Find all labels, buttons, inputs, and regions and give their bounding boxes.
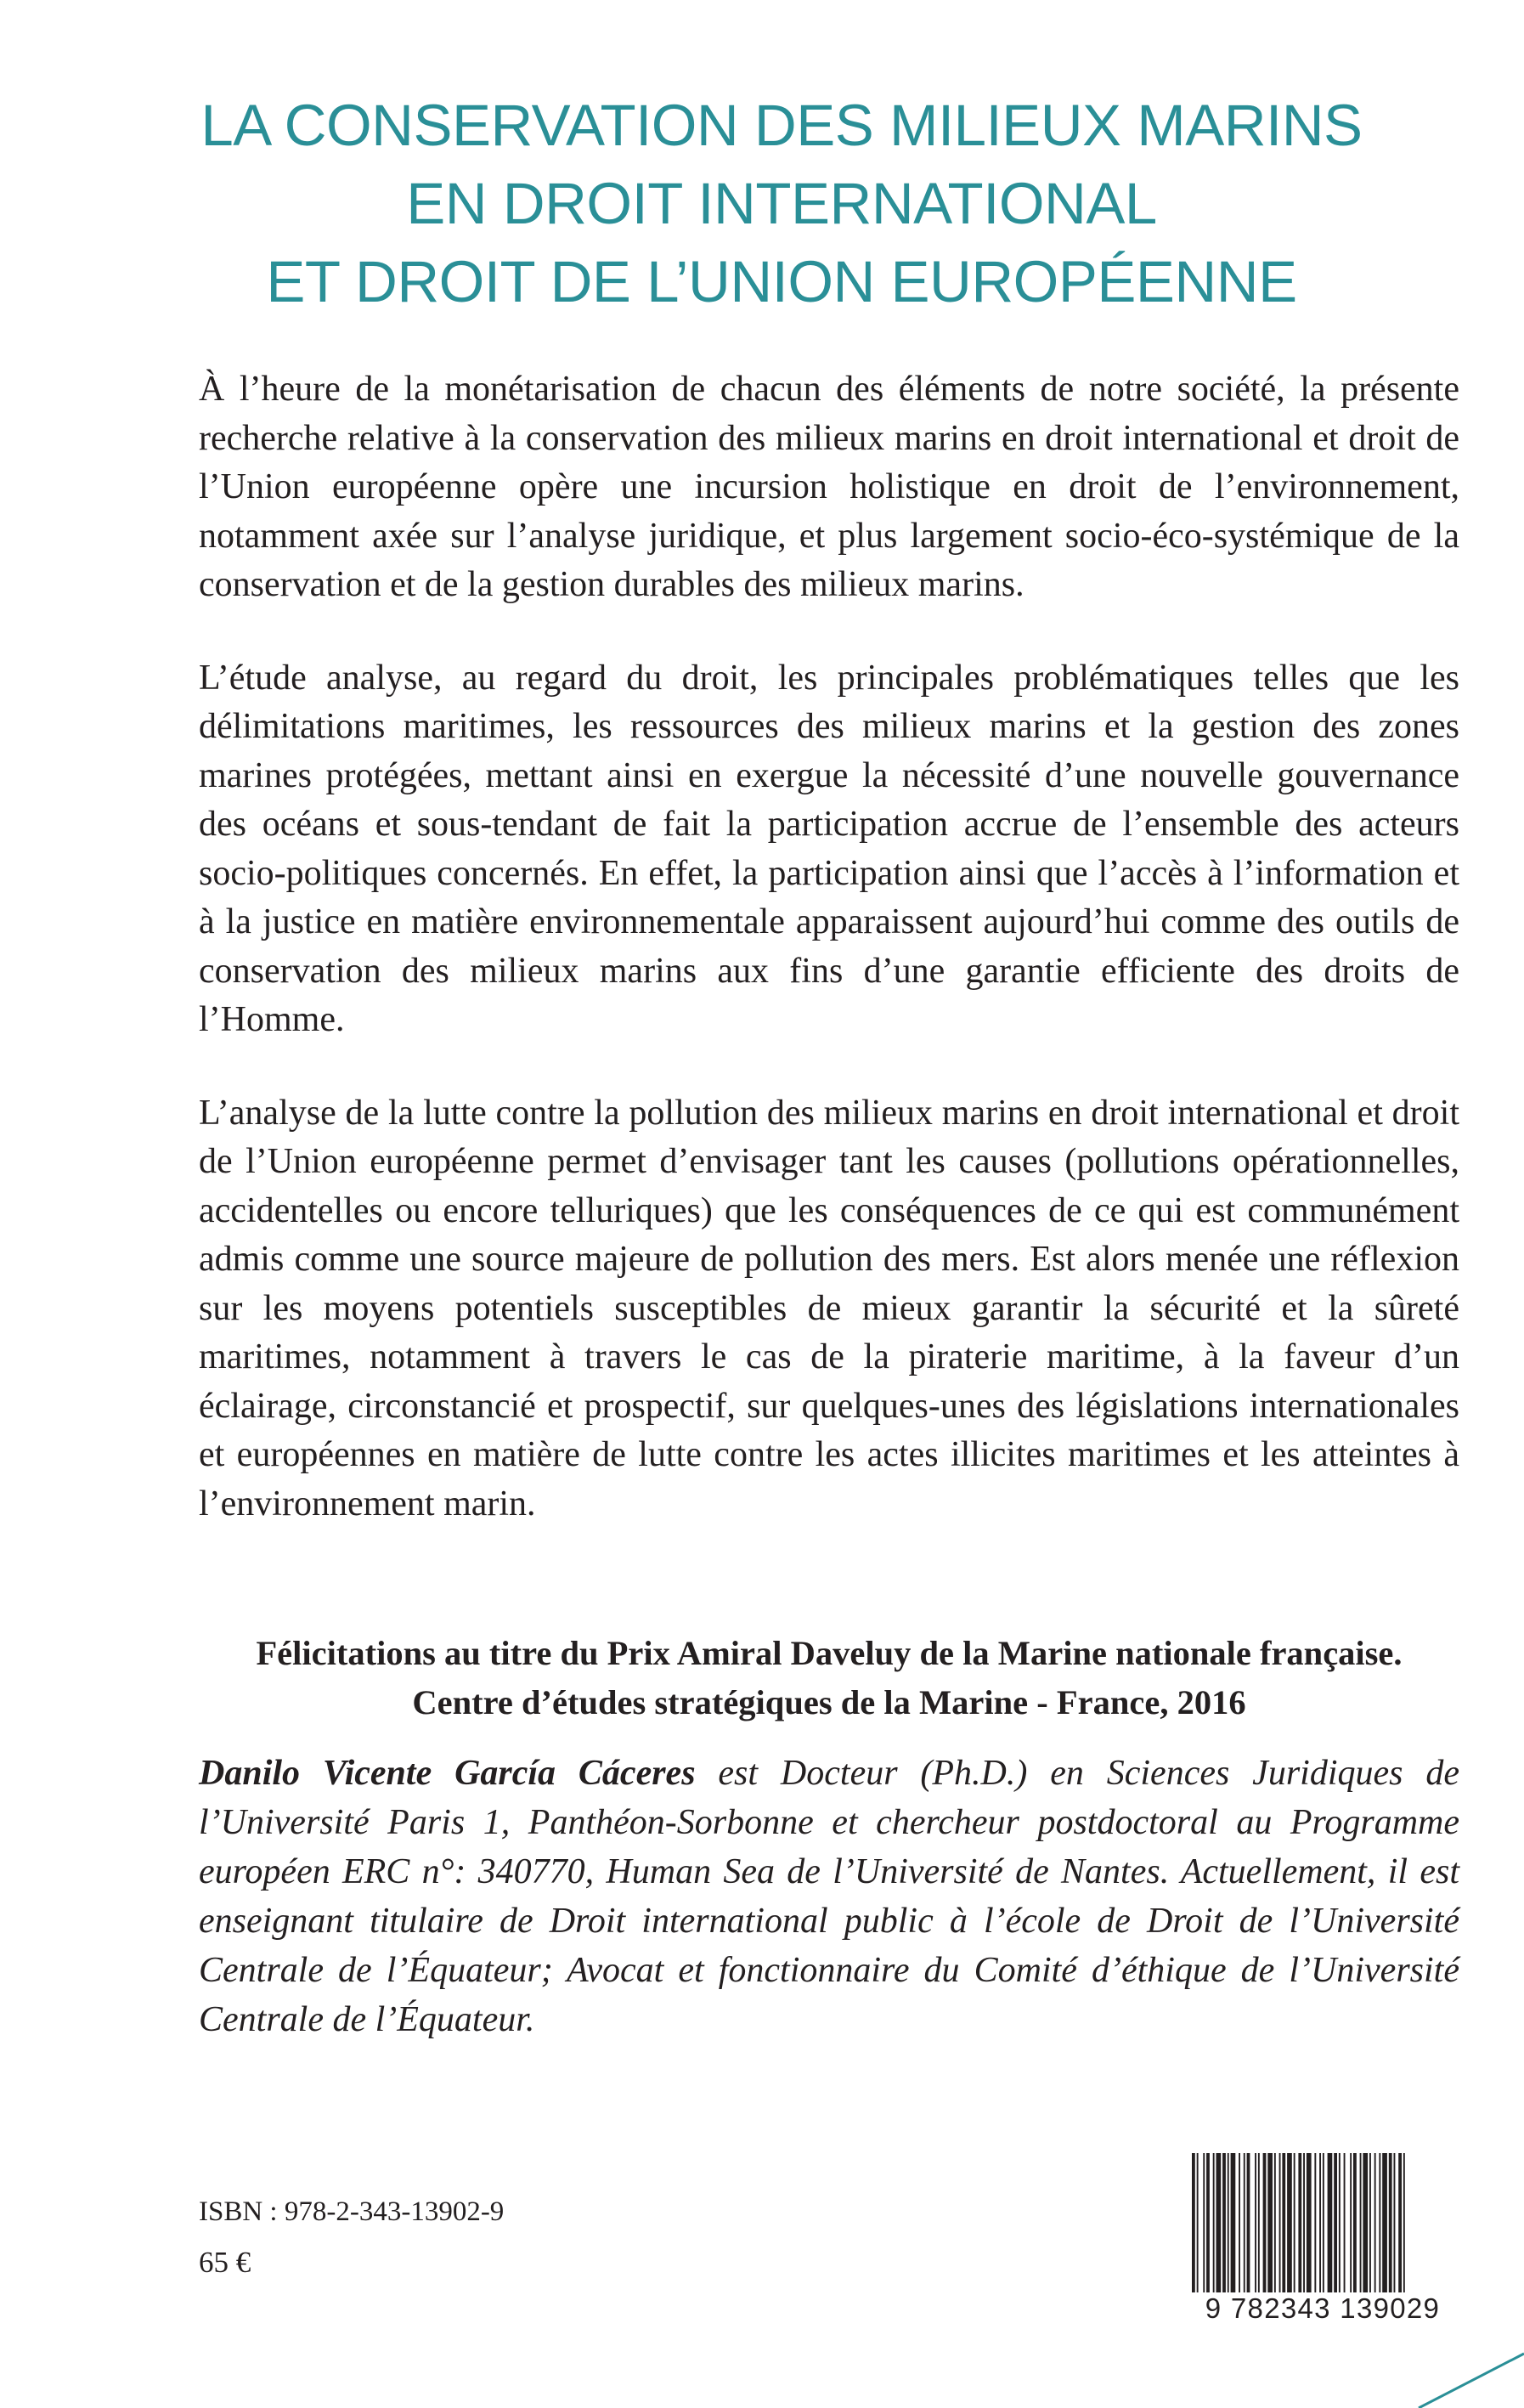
summary-body — [199, 365, 1459, 1573]
award-line-1: Félicitations au titre du Prix Amiral Daveluy de la Marine nationale française. — [256, 1634, 1403, 1672]
title-line-2: EN DROIT INTERNATIONAL — [406, 171, 1157, 236]
award-notice — [199, 1629, 1459, 1727]
summary-paragraph-2: L’étude analyse, au regard du droit, les principales problématiques telles que les délimitations maritimes, les ressources des milieux marins et la gestion des zones marines protégées, mettant ainsi en exergue la nécessité d’une nouvelle gouvernance des océans et sous-tendant de fait la participation accrue de l’ensemble des acteurs socio-politiques concernés. En effet, la participation ainsi que l’accès à l’information et à la justice en matière environnementale apparaissent aujourd’hui comme des outils de conservation des milieux marins aux fins d’une garantie efficiente des droits de l’Homme. — [199, 658, 1459, 1039]
title-line-3: ET DROIT DE L’UNION EUROPÉENNE — [266, 249, 1297, 314]
price: 65 € — [199, 2246, 251, 2279]
title-line-1: LA CONSERVATION DES MILIEUX MARINS — [200, 93, 1363, 158]
book-title — [127, 87, 1436, 321]
author-bio — [199, 1749, 1459, 2044]
corner-decoration-icon — [1359, 2294, 1524, 2408]
summary-paragraph-1: À l’heure de la monétarisation de chacun des éléments de notre société, la présente recherche relative à la conservation des milieux marins en droit international et droit de l’Union européenne opère une incursion holistique en droit de l’environnement, notamment axée sur l’analyse juridique, et plus largement socio-éco-systémique de la conservation et de la gestion durables des milieux marins. — [199, 370, 1459, 604]
author-bio-text: est Docteur (Ph.D.) en Sciences Juridiques de l’Université Paris 1, Panthéon-Sorbonne et chercheur postdoctoral au Programme européen ERC n°: 340770, Human Sea de l’Université de Nantes. Actuellement, il est enseignant titulaire de Droit international public à l’école de Droit de l’Université Centrale de l’Équateur; Avocat et fonctionnaire du Comité d’éthique de l’Université Centrale de l’Équateur. — [199, 1754, 1459, 2039]
author-name: Danilo Vicente García Cáceres — [199, 1754, 696, 1793]
summary-paragraph-3: L’analyse de la lutte contre la pollution des milieux marins en droit international et droit de l’Union européenne permet d’envisager tant les causes (pollutions opérationnelles, accidentelles ou encore telluriques) que les conséquences de ce qui est communément admis comme une source majeure de pollution des mers. Est alors menée une réflexion sur les moyens potentiels susceptibles de mieux garantir la sécurité et la sûreté maritimes, notamment à travers le cas de la piraterie maritime, à la faveur d’un éclairage, circonstancié et prospectif, sur quelques-unes des législations internationales et européennes en matière de lutte contre les actes illicites maritimes et les atteintes à l’environnement marin. — [199, 1093, 1459, 1523]
award-line-2: Centre d’études stratégiques de la Marine - France, 2016 — [412, 1683, 1246, 1721]
barcode-digits: 9 782343 139029 — [1187, 2292, 1459, 2325]
isbn: ISBN : 978-2-343-13902-9 — [199, 2196, 505, 2227]
